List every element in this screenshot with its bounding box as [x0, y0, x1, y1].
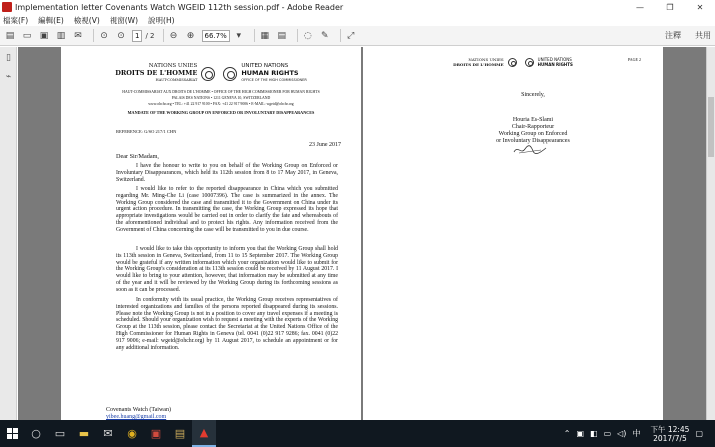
signer-block — [443, 117, 623, 145]
menu-help[interactable]: 說明(H) — [148, 15, 175, 25]
toolbar-divider — [163, 29, 164, 42]
un-emblem-icon — [223, 67, 237, 81]
task-view-icon[interactable]: ▭ — [54, 427, 66, 440]
office-address: HAUT-COMMISSARIAT AUX DROITS DE L'HOMME • OFFICE OF THE HIGH COMMISSIONER FOR HUMAN RIGHTS PALAIS DES NATIONS • 1211 GENEVA 10, SWITZERLAND www.ohchr.org • TEL: +41 22 917 9100 • FAX: +41 22 917 9006 • E-MAIL: wgeid@ohchr.org — [122, 90, 320, 106]
ime-indicator[interactable]: 中 — [632, 429, 641, 438]
chevron-up-icon[interactable]: ⌃ — [563, 429, 571, 438]
next-page-icon[interactable]: ⊙ — [117, 30, 125, 41]
mail-icon[interactable]: ✉ — [74, 30, 82, 41]
toolbar-divider — [254, 29, 255, 42]
pdf-page-2 — [363, 47, 663, 420]
zoom-input[interactable]: 66.7% — [202, 30, 230, 42]
page-total: / 2 — [145, 31, 155, 40]
app-icon[interactable]: ▤ — [174, 427, 186, 440]
un-emblem-icon — [201, 67, 215, 81]
signer-title: Chair-Rapporteur — [511, 124, 555, 130]
page-thumbnails-icon[interactable]: ▯ — [6, 53, 11, 63]
menu-view[interactable]: 檢視(V) — [73, 15, 100, 25]
tray-app-icon[interactable]: ◧ — [590, 429, 598, 438]
salutation: Dear Sir/Madam, — [116, 153, 159, 160]
adobe-reader-icon — [2, 2, 12, 12]
share-button[interactable]: 共用 — [695, 31, 711, 40]
volume-icon[interactable]: ◁) — [617, 429, 627, 438]
close-button[interactable]: ✕ — [696, 2, 704, 12]
minimize-button[interactable]: — — [636, 2, 644, 12]
letterhead-english: UNITED NATIONS HUMAN RIGHTS OFFICE OF THE HIGH COMMISSIONER — [241, 63, 307, 82]
toolbar — [0, 26, 715, 46]
adobe-reader-taskbar-icon[interactable]: ▲ — [192, 420, 216, 447]
letterhead-french: NATIONS UNIES DROITS DE L'HOMME HAUT-COMMISSARIAT — [115, 63, 198, 82]
chrome-icon[interactable]: ◉ — [127, 427, 137, 440]
search-icon[interactable]: ○ — [31, 427, 41, 440]
toolbar-divider — [297, 29, 298, 42]
letter-date: 23 June 2017 — [309, 142, 341, 148]
print-icon[interactable]: ▥ — [56, 30, 66, 41]
closing: Sincerely, — [521, 92, 545, 98]
previous-page-icon[interactable]: ⊙ — [100, 30, 108, 41]
menu-window[interactable]: 視窗(W) — [109, 15, 139, 25]
navigation-pane — [0, 47, 17, 420]
window-title: Implementation letter Covenants Watch WGEID 112th session.pdf - Adobe Reader — [15, 2, 344, 12]
attachments-icon[interactable]: ⌁ — [5, 72, 12, 82]
page-number-input[interactable]: 1 — [132, 30, 142, 42]
toolbar-divider — [340, 29, 341, 42]
toolbar-divider — [93, 29, 94, 42]
paragraph-1: I have the honour to write to you on behalf of the Working Group on Enforced or Involuntary Disappearances, which held its 112th session from 8 to 17 May 2017, in Geneva, Switzerland. — [116, 163, 338, 183]
chevron-down-icon[interactable]: ▾ — [236, 30, 242, 41]
open-folder-icon[interactable]: ▭ — [22, 30, 32, 41]
un-emblem-icon — [525, 58, 534, 67]
windows-start-icon[interactable] — [0, 420, 24, 447]
signature-icon — [513, 144, 547, 156]
recipient-block: Covenants Watch (Taiwan) yibee.huang@gmail.com — [106, 407, 171, 420]
menu-edit[interactable]: 編輯(E) — [38, 15, 64, 25]
vertical-scrollbar[interactable] — [706, 47, 715, 420]
file-explorer-icon[interactable]: ▬ — [78, 427, 90, 440]
tray-app-icon[interactable]: ▣ — [576, 429, 585, 438]
signer-org: Working Group on Enforced — [498, 131, 568, 137]
notification-icon[interactable]: ▢ — [695, 429, 703, 438]
fullscreen-icon[interactable]: ⤢ — [347, 30, 355, 41]
paragraph-4: In conformity with its usual practice, the Working Group receives representatives of interested organizations and families of the persons reported disappeared during its sessions. Please note the Working Group is not in a position to cover any travel expenses if a meeting is scheduled. Should your organization wish to request a meeting with the experts of the Working Group at the 113th session, please contact the Secretariat at the United Nations Office of the High Commissioner for Human Rights in Geneva (tel. 0041 (0)22 917 9286; fax. 0041 (0)22 917 9006; e-mail: wgeid@ohchr.org) by 11 August 2017, to schedule an appointment or for any additional information. — [116, 297, 338, 351]
menu-file[interactable]: 檔案(F) — [3, 15, 29, 25]
mandate-line: MANDATE OF THE WORKING GROUP ON ENFORCED OR INVOLUNTARY DISAPPEARANCES — [127, 110, 315, 115]
zoom-out-icon[interactable]: ⊖ — [169, 30, 178, 41]
comment-pane-button[interactable]: 注釋 — [665, 31, 681, 40]
fit-width-icon[interactable]: ▤ — [277, 30, 287, 41]
reference-number: REFERENCE: G/SO 217/1 CHN — [116, 129, 177, 134]
pdf-page-1 — [61, 47, 361, 420]
title-bar — [0, 0, 715, 14]
clock-time: 下午 12:45 — [650, 424, 690, 434]
photos-icon[interactable]: ▣ — [150, 427, 162, 440]
zoom-in-icon[interactable]: ⊕ — [186, 30, 195, 41]
toolbar-right — [651, 30, 711, 41]
display-icon[interactable]: ▭ — [603, 429, 612, 438]
taskbar — [0, 420, 715, 447]
comment-icon[interactable]: ◌ — [303, 30, 312, 41]
maximize-button[interactable]: ❐ — [666, 2, 674, 12]
document-viewer[interactable] — [18, 47, 706, 420]
letterhead-small: NATIONS UNIES DROITS DE L'HOMME UNITED NATIONS HUMAN RIGHTS — [453, 57, 573, 67]
scrollbar-thumb[interactable] — [708, 97, 714, 157]
paragraph-3: I would like to take this opportunity to inform you that the Working Group shall hold its 113th session in Geneva, Switzerland, from 11 to 15 September 2017. The Working Group would be grateful if any written information which your organization would like to submit for the Working Group's consideration at its 113th session could be received by 11 August 2017. I would like to bring to your attention, however, that information may be submitted at any time of the year and it will be reviewed by the Working Group during its forthcoming sessions as soon as it can be processed. — [116, 246, 338, 293]
paragraph-2: I would like to refer to the reported disappearance in China which you submitted regarding Mr. Ming-Che Li (case 10007396). The case is summarized in the annex. The Working Group considered the case and transmitted it to the Government on China under its urgent action procedure. In transmitting the case, the Working Group expressed its hope that appropriate investigations would be carried out in order to clarify the fate and whereabouts of the aforementioned individual and to protect his rights. Any information received from the Government of China concerning the case will be transmitted to you in due course. — [116, 186, 338, 233]
page-label: PAGE 2 — [627, 57, 641, 62]
signer-name: Houria Es-Slami — [512, 117, 554, 123]
clock[interactable] — [650, 425, 689, 443]
signer-org: or Involuntary Disappearances — [496, 138, 570, 144]
letterhead — [61, 63, 361, 84]
create-pdf-icon[interactable]: ▤ — [5, 30, 15, 41]
menu-bar — [0, 14, 715, 26]
clock-date: 2017/7/5 — [653, 433, 687, 443]
fit-page-icon[interactable]: ▦ — [260, 30, 270, 41]
highlight-icon[interactable]: ✎ — [320, 30, 329, 41]
save-icon[interactable]: ▣ — [39, 30, 49, 41]
un-emblem-icon — [508, 58, 517, 67]
system-tray — [564, 420, 709, 447]
mail-icon[interactable]: ✉ — [103, 427, 113, 440]
